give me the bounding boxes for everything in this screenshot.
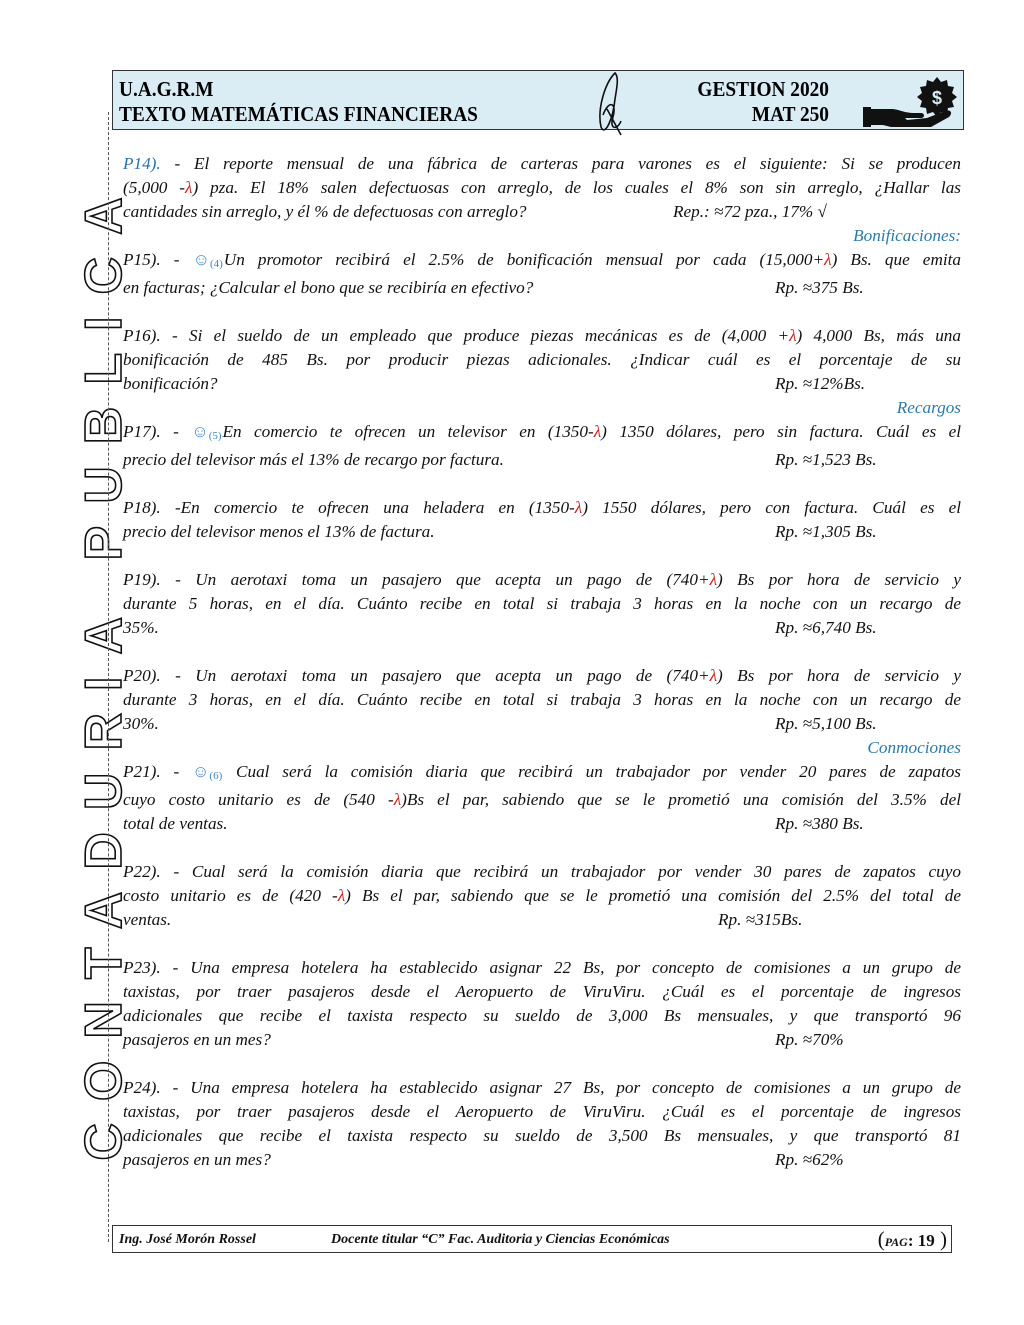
- spacer: [123, 932, 961, 956]
- lambda-symbol: λ: [709, 570, 718, 589]
- problem-line: P18). -En comercio te ofrecen una heladera en (1350-λ) 1550 dólares, pero con factura. Cuál es el: [123, 498, 961, 517]
- problem-line: en facturas; ¿Calcular el bono que se recibiría en efectivo? Rp. ≈375 Bs.: [123, 276, 961, 300]
- lambda-symbol: λ: [709, 666, 718, 685]
- problem-item: [123, 420, 961, 472]
- footer-author: Ing. José Morón Rossel: [119, 1232, 256, 1247]
- lambda-symbol: λ: [789, 326, 797, 345]
- problem-line: bonificación de 485 Bs. por producir piezas adicionales. ¿Indicar cuál es el porcentaje de su: [123, 350, 961, 369]
- problem-item: [123, 324, 961, 396]
- spacer: [123, 472, 961, 496]
- term: GESTION 2020: [697, 77, 829, 101]
- section-heading: Conmociones: [867, 738, 961, 757]
- spacer: [123, 544, 961, 568]
- problem-id: P23).: [123, 958, 161, 977]
- footer-role: Docente titular “C” Fac. Auditoria y Ciencias Económicas: [331, 1232, 670, 1247]
- svg-text:$: $: [931, 88, 943, 108]
- header-right: [697, 77, 829, 127]
- problem-line: precio del televisor más el 13% de recargo por factura. Rp. ≈1,523 Bs.: [123, 448, 961, 472]
- problem-item: [123, 568, 961, 640]
- problem-list: [123, 152, 961, 1172]
- answer: Rp. ≈12%Bs.: [775, 374, 866, 393]
- problem-id: P21).: [123, 762, 161, 781]
- problem-item: [123, 760, 961, 836]
- problem-line: P20). - Un aerotaxi toma un pasajero que acepta un pago de (740+λ) Bs por hora de servicio y: [123, 666, 962, 685]
- problem-line: P22). - Cual será la comisión diaria que recibirá un trabajador por vender 30 pares de zapatos cuyo: [123, 862, 962, 881]
- answer: Rp. ≈6,740 Bs.: [775, 618, 877, 637]
- page-header: [112, 70, 964, 130]
- document-title: TEXTO MATEMÁTICAS FINANCIERAS: [119, 102, 478, 126]
- answer: Rp. ≈5,100 Bs.: [775, 714, 877, 733]
- lambda-symbol: λ: [185, 178, 193, 197]
- smiley-number: (6): [209, 770, 223, 782]
- smiley-icon: ☺: [192, 762, 210, 781]
- smiley-number: (5): [208, 430, 222, 442]
- problem-id: P22).: [123, 862, 161, 881]
- answer: Rp. ≈375 Bs.: [775, 278, 864, 297]
- lambda-symbol: λ: [593, 422, 602, 441]
- problem-id: P17).: [123, 422, 161, 441]
- answer: Rep.: ≈72 pza., 17% √: [673, 202, 827, 221]
- answer: Rp. ≈380 Bs.: [775, 814, 864, 833]
- problem-id: P15).: [123, 250, 161, 269]
- lambda-symbol: λ: [824, 250, 832, 269]
- answer: Rp. ≈62%: [775, 1150, 844, 1169]
- problem-line: P15). - ☺(4)Un promotor recibirá el 2.5% de bonificación mensual por cada (15,000+λ) Bs. que emita: [123, 250, 961, 270]
- side-dashed-line: [108, 112, 109, 1242]
- section-heading: Bonificaciones:: [853, 226, 961, 245]
- problem-id: P16).: [123, 326, 161, 345]
- institution: U.A.G.R.M: [119, 77, 214, 101]
- problem-line: taxistas, por traer pasajeros desde el Aeropuerto de ViruViru. ¿Cuál es el porcentaje de ingresos: [123, 982, 961, 1001]
- smiley-number: (4): [209, 258, 223, 270]
- side-title-text: CONTADURIA PUBLICA: [75, 175, 133, 1161]
- money-hand-icon: [861, 75, 959, 129]
- problem-id: P24).: [123, 1078, 161, 1097]
- problem-line: P16). - Si el sueldo de un empleado que produce piezas mecánicas es de (4,000 +λ) 4,000 Bs, más una: [123, 326, 961, 345]
- problem-line: pasajeros en un mes? Rp. ≈70%: [123, 1028, 961, 1052]
- problem-line: 35%. Rp. ≈6,740 Bs.: [123, 616, 961, 640]
- problem-line: adicionales que recibe el taxista respecto su sueldo de 3,500 Bs mensuales, y que transportó 81: [123, 1126, 961, 1145]
- problem-line: adicionales que recibe el taxista respecto su sueldo de 3,000 Bs mensuales, y que transportó 96: [123, 1006, 961, 1025]
- problem-id: P20).: [123, 666, 161, 685]
- problem-line: P17). - ☺(5)En comercio te ofrecen un televisor en (1350-λ) 1350 dólares, pero sin factura. Cuál es el: [123, 422, 961, 442]
- spacer: [123, 1052, 961, 1076]
- problem-line: pasajeros en un mes? Rp. ≈62%: [123, 1148, 961, 1172]
- problem-line: durante 5 horas, en el día. Cuánto recibe en total si trabaja 3 horas en la noche con un recargo de: [123, 594, 961, 613]
- spacer: [123, 836, 961, 860]
- problem-item: [123, 1076, 961, 1172]
- course-code: MAT 250: [751, 102, 829, 126]
- problem-line: P23). - Una empresa hotelera ha establecido asignar 22 Bs, por concepto de comisiones a un grupo de: [123, 958, 961, 977]
- section-heading: Recargos: [896, 398, 961, 417]
- problem-line: 30%. Rp. ≈5,100 Bs.: [123, 712, 961, 736]
- spacer: [123, 300, 961, 324]
- signature-icon: [587, 69, 627, 139]
- problem-line: precio del televisor menos el 13% de factura. Rp. ≈1,305 Bs.: [123, 520, 961, 544]
- problem-line: P19). - Un aerotaxi toma un pasajero que acepta un pago de (740+λ) Bs por hora de servicio y: [123, 570, 962, 589]
- answer: Rp. ≈1,305 Bs.: [775, 522, 877, 541]
- problem-line: taxistas, por traer pasajeros desde el Aeropuerto de ViruViru. ¿Cuál es el porcentaje de ingresos: [123, 1102, 961, 1121]
- problem-line: P14). - El reporte mensual de una fábrica de carteras para varones es el siguiente: Si se producen: [123, 154, 961, 173]
- problem-line: P21). - ☺(6) Cual será la comisión diaria que recibirá un trabajador por vender 20 pares de zapatos: [123, 762, 961, 782]
- problem-id: P18).: [123, 498, 161, 517]
- page-number-box: (PAG: 19 ): [877, 1227, 947, 1251]
- problem-id: P19).: [123, 570, 161, 589]
- problem-line: (5,000 -λ) pza. El 18% salen defectuosas con arreglo, de los cuales el 8% son sin arreglo, ¿Hallar las: [123, 178, 961, 197]
- problem-item: [123, 496, 961, 544]
- problem-item: [123, 152, 961, 224]
- problem-line: bonificación? Rp. ≈12%Bs.: [123, 372, 961, 396]
- problem-item: [123, 956, 961, 1052]
- page-label: PAG: [884, 1235, 908, 1249]
- problem-item: [123, 860, 961, 932]
- problem-line: total de ventas. Rp. ≈380 Bs.: [123, 812, 961, 836]
- problem-line: cuyo costo unitario es de (540 -λ)Bs el par, sabiendo que se le prometió una comisión del 3.5% del: [123, 790, 961, 809]
- problem-line: costo unitario es de (420 -λ) Bs el par, sabiendo que se le prometió una comisión del 2.5% del total de: [123, 886, 961, 905]
- smiley-icon: ☺: [192, 250, 210, 269]
- spacer: [123, 640, 961, 664]
- header-left: [119, 77, 478, 127]
- problem-line: ventas. Rp. ≈315Bs.: [123, 908, 961, 932]
- problem-line: durante 3 horas, en el día. Cuánto recibe en total si trabaja 3 horas en la noche con un recargo de: [123, 690, 961, 709]
- lambda-symbol: λ: [393, 790, 402, 809]
- problem-item: [123, 664, 961, 736]
- answer: Rp. ≈1,523 Bs.: [775, 450, 877, 469]
- smiley-icon: ☺: [191, 422, 209, 441]
- problem-line: cantidades sin arreglo, y él % de defectuosas con arreglo? Rep.: ≈72 pza., 17% √: [123, 200, 961, 224]
- answer: Rp. ≈315Bs.: [718, 910, 803, 929]
- problem-line: P24). - Una empresa hotelera ha establecido asignar 27 Bs, por concepto de comisiones a un grupo de: [123, 1078, 961, 1097]
- problem-item: [123, 248, 961, 300]
- page-number: 19: [917, 1231, 935, 1250]
- answer: Rp. ≈70%: [775, 1030, 844, 1049]
- lambda-symbol: λ: [574, 498, 583, 517]
- page-footer: [112, 1225, 952, 1253]
- problem-id: P14).: [123, 154, 161, 173]
- lambda-symbol: λ: [337, 886, 346, 905]
